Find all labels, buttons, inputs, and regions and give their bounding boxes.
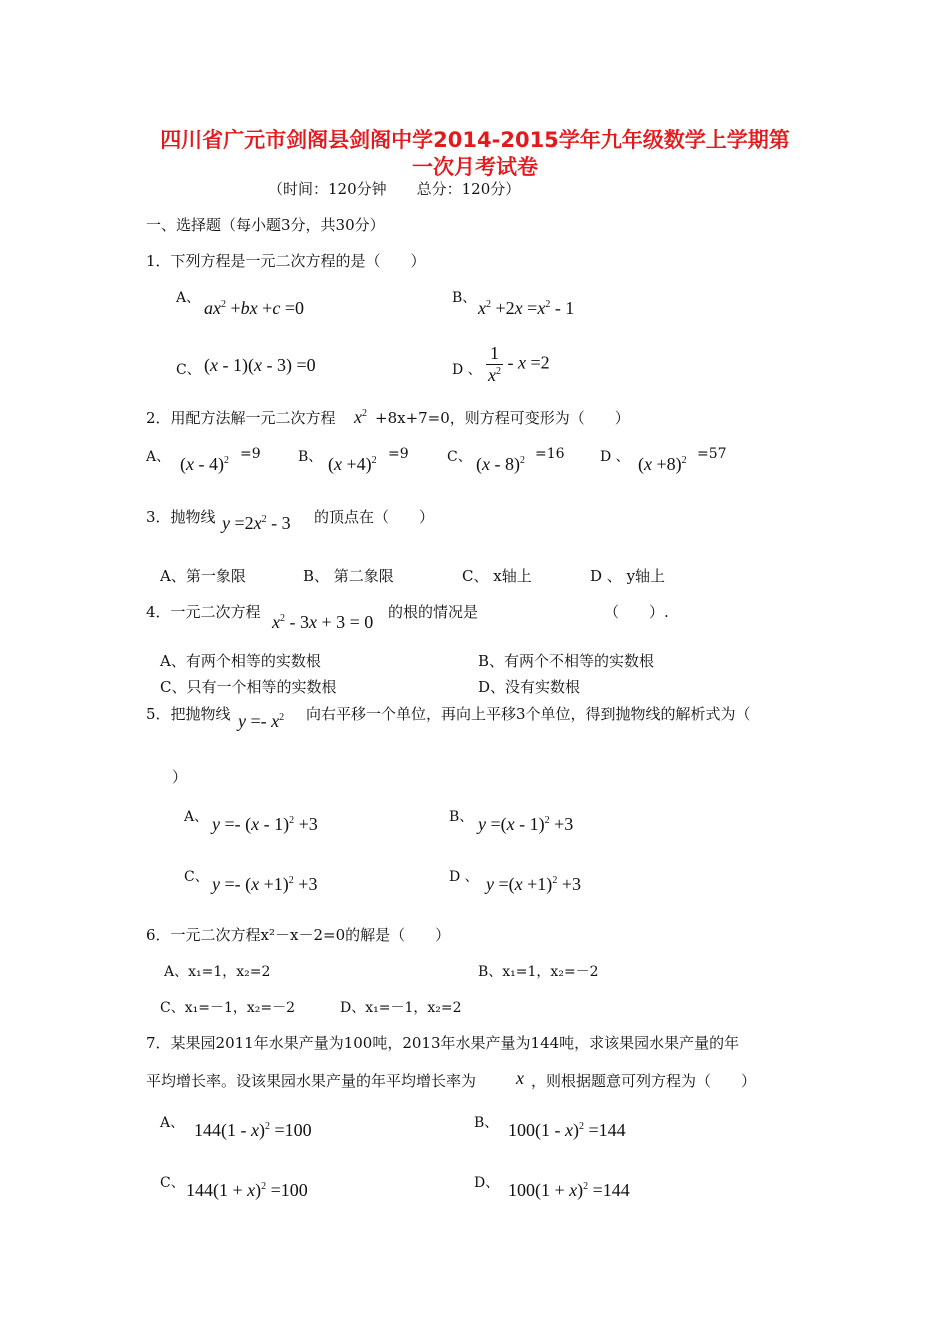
q5-c-formula: $y =- (x +1)^2 +3$ [212, 874, 318, 894]
q6-option-b: B、x₁=1，x₂=－2 [478, 964, 599, 980]
q2-stem-math: $x^2$ [354, 407, 367, 427]
q2-a-label: A、 [146, 449, 171, 465]
q7-b-label: B、 [474, 1115, 499, 1131]
q4-option-c: C、只有一个相等的实数根 [160, 678, 337, 696]
q2-d-rhs: =57 [697, 446, 727, 462]
q3-option-d: D 、 y轴上 [590, 567, 666, 585]
q1-b-label: B、 [452, 290, 477, 306]
q4-stem-b: 的根的情况是 [388, 603, 479, 621]
q5-stem-b: 向右平移一个单位，再向上平移3个单位，得到抛物线的解析式为（ [306, 705, 751, 723]
q7-stem-line-2b: ，则根据题意可列方程为（ ） [531, 1072, 757, 1090]
q2-d-formula: $(x +8)^2$ [638, 454, 687, 474]
title-line-2: 一次月考试卷 [412, 155, 538, 179]
q7-a-label: A、 [160, 1115, 185, 1131]
q5-d-formula: $y =(x +1)^2 +3$ [486, 874, 581, 894]
q3-stem-a: 3．抛物线 [146, 508, 216, 526]
exam-info: （时间：120分钟 总分：120分） [268, 180, 521, 198]
q3-stem-math: $y =2x^2 - 3$ [222, 513, 291, 533]
q5-d-label: D 、 [449, 869, 479, 885]
section-heading: 一、选择题（每小题3分，共30分） [146, 216, 385, 234]
q5-stem-math: $y =- x^2$ [238, 711, 285, 731]
q6-option-c: C、x₁=－1，x₂=－2 [160, 1000, 296, 1016]
q2-a-formula: (x - 4)$^2$ [180, 454, 229, 474]
q7-a-formula: 144(1 - x)$^2$ =100 [194, 1120, 312, 1140]
q1-a-label: A、 [176, 290, 201, 306]
q4-option-b: B、有两个不相等的实数根 [478, 652, 655, 670]
q7-d-label: D、 [474, 1175, 500, 1191]
q7-c-formula: $144(1 + x)^2 =100$ [186, 1180, 308, 1200]
q5-stem-a: 5．把抛物线 [146, 705, 231, 723]
q4-stem-math: $x^2 - 3x + 3 = 0$ [272, 612, 374, 632]
q6-option-a: A、x₁=1，x₂=2 [164, 964, 271, 980]
q2-a-rhs: =9 [240, 446, 261, 462]
q5-a-label: A、 [184, 809, 209, 825]
q4-option-a: A、有两个相等的实数根 [160, 652, 321, 670]
q1-c-formula: (x - 1)(x - 3) =0 [204, 355, 316, 375]
q2-b-formula: $(x +4)^2$ [328, 454, 377, 474]
q3-stem-b: 的顶点在（ ） [314, 508, 435, 526]
q2-c-rhs: =16 [535, 446, 565, 462]
q7-c-label: C、 [160, 1175, 185, 1191]
q2-d-label: D 、 [600, 449, 630, 465]
q7-b-formula: 100(1 - x)$^2$ =144 [508, 1120, 626, 1140]
q7-stem-line-1: 7．某果园2011年水果产量为100吨，2013年水果产量为144吨，求该果园水果产量的年 [146, 1034, 740, 1052]
q1-a-formula: $ax^2 +bx +c =0$ [204, 298, 304, 318]
q2-stem-b: +8x+7=0，则方程可变形为（ ） [375, 409, 630, 427]
q4-option-d: D、没有实数根 [478, 678, 581, 696]
q2-stem-a: 2．用配方法解一元二次方程 [146, 409, 336, 427]
q6-stem: 6．一元二次方程x²－x－2=0的解是（ ） [146, 926, 451, 944]
title-line-1: 四川省广元市剑阁县剑阁中学2014-2015学年九年级数学上学期第 [160, 128, 790, 152]
q5-b-label: B、 [449, 809, 474, 825]
q5-b-formula: y =(x - 1)$^2$ +3 [478, 814, 574, 834]
q2-b-rhs: =9 [388, 446, 409, 462]
q1-b-formula: $x^2 +2x =x^2 - 1$ [478, 298, 575, 318]
q4-stem-a: 4．一元二次方程 [146, 603, 261, 621]
q1-d-label: D 、 [452, 362, 482, 378]
q1-stem: 1．下列方程是一元二次方程的是（ ） [146, 252, 426, 270]
q1-d-formula: $\frac{1}{x^2}$ - x =2 [488, 343, 550, 385]
q7-stem-line-2a: 平均增长率。设该果园水果产量的年平均增长率为 [146, 1072, 477, 1090]
q5-a-formula: y =- (x - 1)$^2$ +3 [212, 814, 318, 834]
q2-b-label: B、 [298, 449, 323, 465]
q1-c-label: C、 [176, 362, 201, 378]
q2-c-formula: (x - 8)$^2$ [476, 454, 525, 474]
q7-stem-math: x [516, 1068, 524, 1088]
q3-option-b: B、 第二象限 [303, 567, 394, 585]
q3-option-c: C、 x轴上 [462, 567, 532, 585]
q2-c-label: C、 [447, 449, 472, 465]
q5-stem-c: ） [172, 768, 188, 786]
q6-option-d: D、x₁=－1，x₂=2 [340, 1000, 462, 1016]
q4-stem-c: （ ）. [604, 603, 669, 621]
q3-option-a: A、第一象限 [160, 567, 246, 585]
q7-d-formula: $100(1 + x)^2 =144$ [508, 1180, 630, 1200]
q5-c-label: C、 [184, 869, 209, 885]
